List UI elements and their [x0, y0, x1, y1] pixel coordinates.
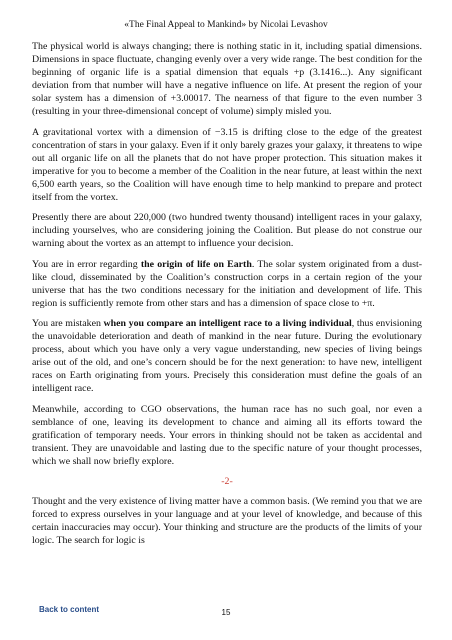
section-marker: -2-: [221, 476, 233, 487]
back-to-content-link[interactable]: Back to content: [39, 605, 100, 614]
paragraph: [32, 40, 422, 118]
text-run: The physical world is always changing; there is nothing static in it, including spatial dimensions. Dimensions in space fluctuate, changing evenly over a very wide range. The best condition for the beginning of organic life is a spatial dimension that equals +p (3.1416...). Any significant deviation from that number will have a negative influence on life. At present the region of your solar system has a dimension of +3.00017. The nearness of that figure to the even number 3 (resulting in your three-dimensional concept of volume) simply misled you.: [32, 41, 422, 117]
paragraph: [32, 403, 422, 468]
text-run: Thought and the very existence of living matter have a common basis. (We remind you that we are forced to express ourselves in your language and at your level of knowledge, and because of this certain inaccuracies may occur). Your thinking and structure are the products of the limits of your logic. The search for logic is: [32, 496, 422, 546]
page-number: 15: [221, 608, 231, 617]
paragraph: [32, 317, 422, 395]
paragraph: [32, 126, 422, 204]
text-run: Meanwhile, according to CGO observations, the human race has no such goal, nor even a semblance of one, leaving its development to chance and aiming all its efforts toward the gratification of temporary needs. Your errors in thinking should not be taken as accidental and transient. They are unavoidable and lasting due to the specific nature of your thought processes, which we shall now briefly explore.: [32, 403, 422, 467]
text-run: You are mistaken: [32, 318, 104, 329]
text-run: You are in error regarding: [32, 258, 141, 270]
paragraphs-after-marker: [32, 495, 422, 547]
body-text: [32, 40, 422, 555]
paragraphs-before-marker: [32, 40, 422, 468]
running-header: «The Final Appeal to Mankind» by Nicolai Levashov: [124, 20, 328, 30]
paragraph: [32, 258, 422, 310]
text-run: . The solar system originated from a dust-like cloud, disseminated by the Coalition’s construction corps in a certain region of the your universe that has the two conditions necessary for the initiation and development of life. This region is sufficiently remote from other stars and has a dimension of space close to +π.: [32, 258, 422, 309]
text-run: A gravitational vortex with a dimension of −3.15 is drifting close to the edge of the greatest concentration of stars in your galaxy. Even if it only barely grazes your galaxy, it threatens to wipe out all organic life on all the planets that do not have proper protection. This situation makes it imperative for you to become a member of the Coalition in the near future, at least within the next 6,500 earth years, so the Coalition will have enough time to help mankind to prepare and protect itself from the vortex.: [32, 126, 422, 203]
bold-phrase: when you compare an intelligent race to a living individual: [103, 318, 352, 329]
paragraph: [32, 211, 422, 250]
text-run: Presently there are about 220,000 (two hundred twenty thousand) intelligent races in your galaxy, including yourselves, who are considering joining the Coalition. But please do not construe our warning about the vortex as an attempt to influence your decision.: [32, 212, 422, 249]
bold-phrase: the origin of life on Earth: [140, 258, 252, 270]
paragraph: [32, 495, 422, 547]
text-run: , thus envisioning the unavoidable deterioration and death of mankind in the near future. During the evolutionary process, about which you have only a very vague understanding, new species of living beings arise out of the old, and one’s concern should be for the next generation: to have new, intelligent races on Earth originating from yours. Precisely this consideration must define the goals of an intelligent race.: [32, 318, 422, 394]
